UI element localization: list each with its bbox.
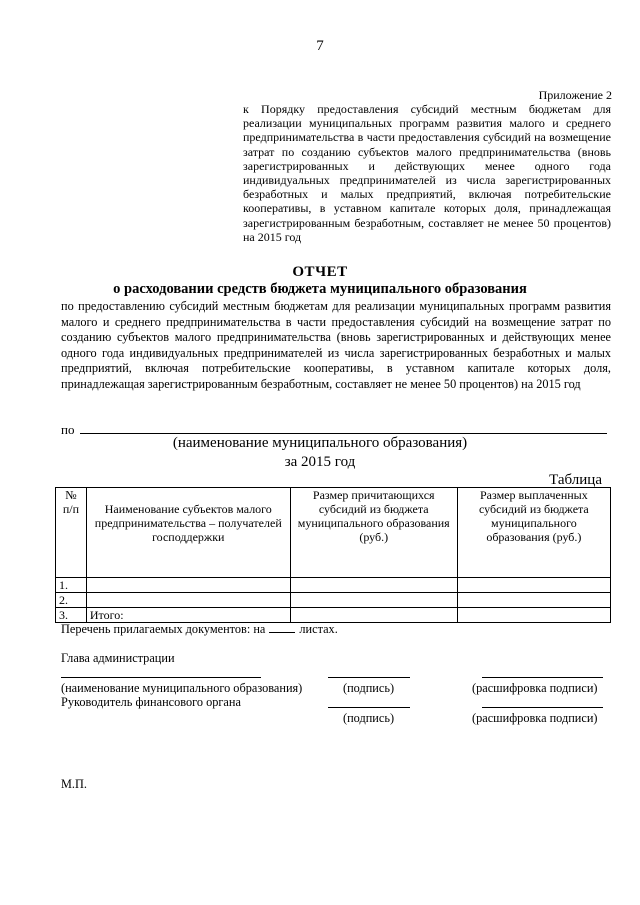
documents-prefix: Перечень прилагаемых документов: на [61,622,266,636]
appendix-body: к Порядку предоставления субсидий местным бюджетам для реализации муниципальных программ развития малого и среднего предпринимательства в части предоставления субсидий на возмещение затрат по созданию субъектов малого предпринимательства (вновь зарегистрированных и действующих менее одного года индивидуальных предпринимателей из числа зарегистрированных безработных и малых предприятий, включая потребительские кооперативы, в уставном капитале которых доля, принадлежащая зарегистрированным безработным, составляет не менее 50 процентов) на 2015 год [243,102,611,244]
row-recipient [86,593,290,608]
signature-line [328,677,410,678]
report-description: по предоставлению субсидий местным бюджетам для реализации муниципальных программ развития малого и среднего предпринимательства в части предоставления субсидий на возмещение затрат по созданию субъектов малого предпринимательства (вновь зарегистрированных и действующих менее одного года индивидуальных предпринимателей из числа зарегистрированных безработных и малых предприятий, включая потребительские кооперативы, в уставном капитале которых доля, принадлежащая зарегистрированным безработным, составляет не менее 50 процентов) на 2015 год [61,299,611,391]
subsidy-table [55,487,611,623]
page-number: 7 [316,38,324,54]
municipality-name-line [80,433,607,434]
signature-line [328,707,410,708]
table-header-row [56,488,611,578]
row-paid [457,608,610,623]
table-label: Таблица [549,472,602,488]
signature-caption: (подпись) [343,681,395,695]
po-label: по [61,422,75,437]
header-recipients: Наименование субъектов малого предпринимательства – получателей господдержки [86,488,290,578]
decode-caption: (расшифровка подписи) [472,711,598,725]
table-row [56,593,611,608]
finance-head-label: Руководитель финансового органа [61,695,241,709]
row-paid [457,578,610,593]
signature-caption: (подпись) [343,711,395,725]
head-admin-label: Глава администрации [61,651,175,665]
row-due [290,593,457,608]
row-recipient [86,578,290,593]
documents-line [61,622,338,637]
year-line: за 2015 год [284,454,356,470]
row-due [290,608,457,623]
header-due-subsidy: Размер причитающихся субсидий из бюджета муниципального образования (руб.) [290,488,457,578]
header-paid-subsidy: Размер выплаченных субсидий из бюджета муниципального образования (руб.) [457,488,610,578]
muni-name-line [61,677,261,678]
documents-suffix: листах. [299,622,338,636]
table-row [56,608,611,623]
stamp-place: М.П. [61,777,87,791]
row-number: 2. [56,593,87,608]
appendix-label: Приложение 2 [538,88,612,102]
row-due [290,578,457,593]
report-subtitle: о расходовании средств бюджета муниципального образования [113,281,527,297]
municipality-caption: (наименование муниципального образования) [172,435,468,451]
decode-line [482,707,603,708]
muni-name-caption: (наименование муниципального образования) [61,681,303,695]
decode-caption: (расшифровка подписи) [472,681,598,695]
documents-count-line [269,632,295,633]
row-paid [457,593,610,608]
decode-line [482,677,603,678]
table-row [56,578,611,593]
header-number: № п/п [56,488,87,578]
row-recipient: Итого: [86,608,290,623]
row-number: 3. [56,608,87,623]
report-title: ОТЧЕТ [292,264,348,280]
row-number: 1. [56,578,87,593]
